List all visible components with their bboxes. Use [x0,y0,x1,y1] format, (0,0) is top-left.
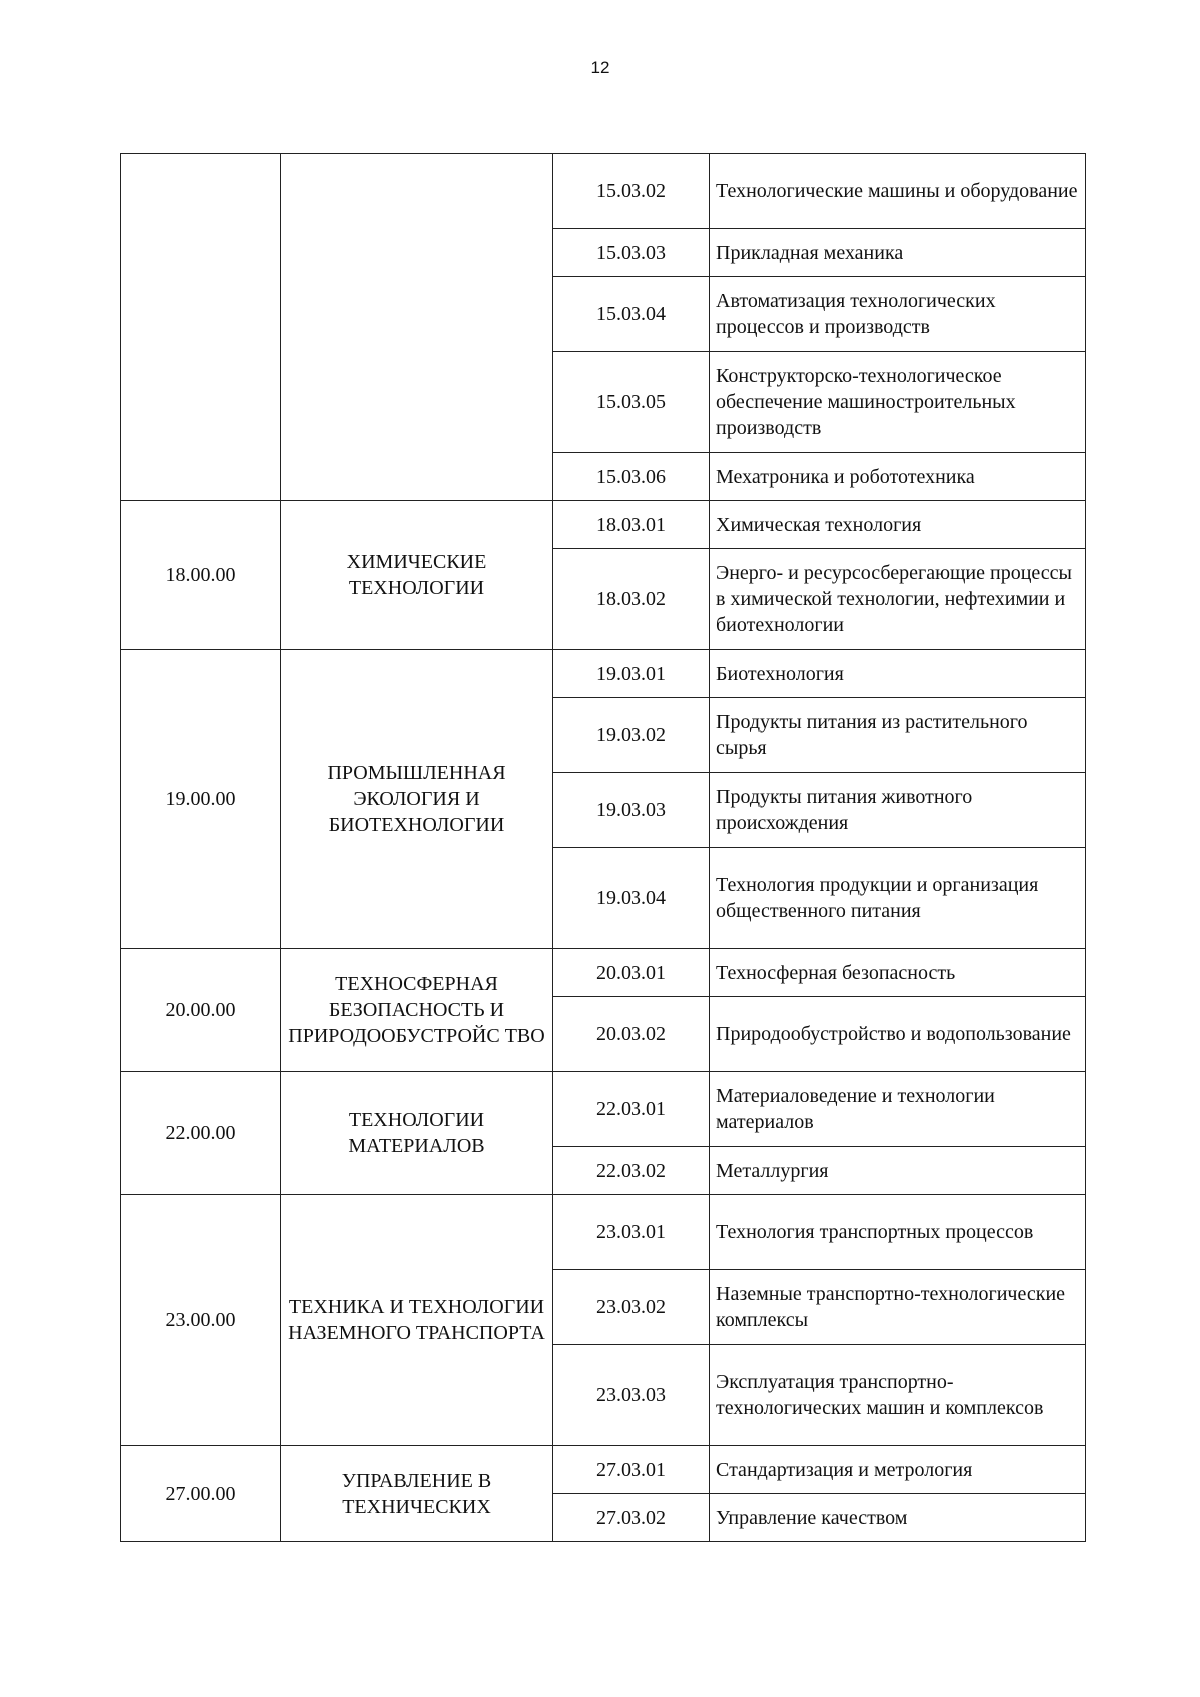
specialty-name: Продукты питания животного происхождения [710,773,1086,848]
table-row [121,1072,1086,1147]
specialty-code: 15.03.02 [553,154,710,229]
specialty-name: Мехатроника и робототехника [710,453,1086,501]
specialty-code: 18.03.01 [553,501,710,549]
specialty-name: Биотехнология [710,650,1086,698]
specialty-name: Технология продукции и организация общественного питания [710,848,1086,949]
group-name-cell: ПРОМЫШЛЕННАЯ ЭКОЛОГИЯ И БИОТЕХНОЛОГИИ [281,650,553,949]
specialty-code: 20.03.01 [553,949,710,997]
specialty-name: Технология транспортных процессов [710,1195,1086,1270]
specialty-name: Энерго- и ресурсосберегающие процессы в химической технологии, нефтехимии и биотехнологии [710,549,1086,650]
specialty-code: 23.03.01 [553,1195,710,1270]
table-row [121,1446,1086,1494]
group-code-cell: 18.00.00 [121,501,281,650]
specialty-name: Химическая технология [710,501,1086,549]
specialty-code: 19.03.03 [553,773,710,848]
specialty-code: 27.03.01 [553,1446,710,1494]
specialty-name: Автоматизация технологических процессов и производств [710,277,1086,352]
specialty-name: Управление качеством [710,1494,1086,1542]
specialty-name: Наземные транспортно-технологические комплексы [710,1270,1086,1345]
specialty-code: 15.03.06 [553,453,710,501]
specialty-name: Материаловедение и технологии материалов [710,1072,1086,1147]
specialty-name: Стандартизация и метрология [710,1446,1086,1494]
specialty-name: Эксплуатация транспортно-технологических машин и комплексов [710,1345,1086,1446]
specialty-code: 23.03.02 [553,1270,710,1345]
specialty-code: 22.03.01 [553,1072,710,1147]
specialty-name: Прикладная механика [710,229,1086,277]
specialty-code: 19.03.04 [553,848,710,949]
group-code-cell: 27.00.00 [121,1446,281,1542]
specialty-name: Техносферная безопасность [710,949,1086,997]
group-name-cell: ТЕХНОСФЕРНАЯ БЕЗОПАСНОСТЬ И ПРИРОДООБУСТРОЙС ТВО [281,949,553,1072]
page-number: 12 [590,58,610,77]
table-row [121,154,1086,229]
specialty-code: 22.03.02 [553,1147,710,1195]
specialties-table [120,153,1086,1542]
group-code-cell: 19.00.00 [121,650,281,949]
group-name-cell: ТЕХНИКА И ТЕХНОЛОГИИ НАЗЕМНОГО ТРАНСПОРТА [281,1195,553,1446]
specialty-code: 23.03.03 [553,1345,710,1446]
group-code-cell: 23.00.00 [121,1195,281,1446]
specialty-code: 15.03.03 [553,229,710,277]
group-name-cell: ТЕХНОЛОГИИ МАТЕРИАЛОВ [281,1072,553,1195]
specialty-name: Продукты питания из растительного сырья [710,698,1086,773]
specialty-code: 19.03.01 [553,650,710,698]
specialty-name: Конструкторско-технологическое обеспечение машиностроительных производств [710,352,1086,453]
group-name-cell [281,154,553,501]
table-row [121,650,1086,698]
specialty-code: 19.03.02 [553,698,710,773]
specialty-code: 18.03.02 [553,549,710,650]
specialty-code: 27.03.02 [553,1494,710,1542]
specialty-code: 15.03.04 [553,277,710,352]
group-code-cell: 22.00.00 [121,1072,281,1195]
specialty-name: Металлургия [710,1147,1086,1195]
group-name-cell: ХИМИЧЕСКИЕ ТЕХНОЛОГИИ [281,501,553,650]
specialty-name: Природообустройство и водопользование [710,997,1086,1072]
group-name-cell: УПРАВЛЕНИЕ В ТЕХНИЧЕСКИХ [281,1446,553,1542]
table-row [121,1195,1086,1270]
specialty-name: Технологические машины и оборудование [710,154,1086,229]
specialty-code: 20.03.02 [553,997,710,1072]
group-code-cell: 20.00.00 [121,949,281,1072]
specialty-code: 15.03.05 [553,352,710,453]
group-code-cell [121,154,281,501]
table-row [121,501,1086,549]
table-row [121,949,1086,997]
